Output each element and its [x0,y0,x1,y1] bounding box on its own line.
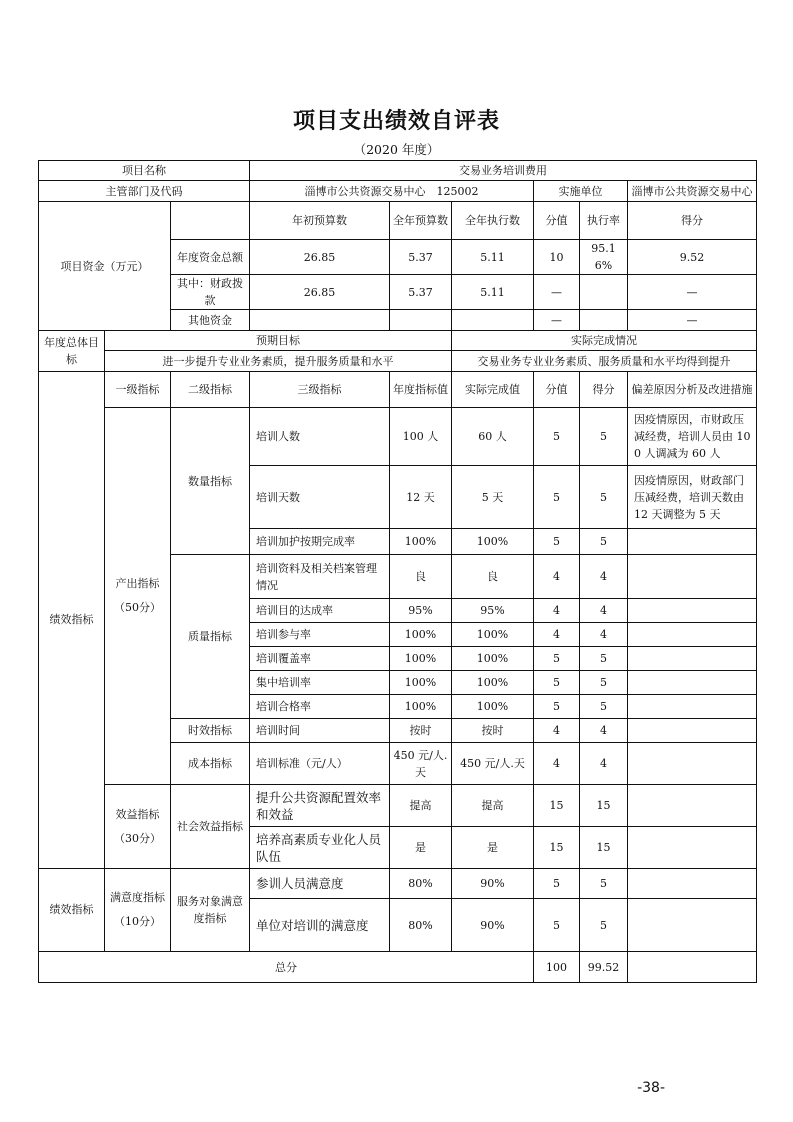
indicator-header: 二级指标 [171,372,250,408]
total-score: 99.52 [580,952,628,983]
indicator-actual: 95% [452,599,534,623]
funds-annual [390,310,452,331]
indicator-name: 单位对培训的满意度 [250,899,390,952]
unit-label: 实施单位 [534,181,628,202]
funds-header: 得分 [628,202,757,240]
indicator-value: 4 [534,719,580,743]
indicator-actual: 5 天 [452,466,534,529]
benefit-indicator-label: 效益指标（30分） [105,785,171,869]
quantity-indicator-label: 数量指标 [171,408,250,555]
goals-actual: 交易业务专业业务素质、服务质量和水平均得到提升 [452,351,757,372]
indicator-target: 100% [390,695,452,719]
goals-label: 年度总体目标 [39,331,105,372]
dept-value: 淄博市公共资源交易中心 125002 [250,181,534,202]
funds-initial [250,310,390,331]
indicator-actual: 100% [452,623,534,647]
funds-annual: 5.37 [390,240,452,275]
indicator-value: 4 [534,623,580,647]
dept-label: 主管部门及代码 [39,181,250,202]
indicator-note [628,785,757,827]
funds-row-name: 年度资金总额 [171,240,250,275]
indicator-value: 5 [534,869,580,899]
indicators-section-label: 绩效指标 [39,372,105,869]
indicator-note: 因疫情原因，财政部门压减经费，培训天数由 12 天调整为 5 天 [628,466,757,529]
indicator-actual: 60 人 [452,408,534,466]
indicator-name: 培训合格率 [250,695,390,719]
indicator-value: 15 [534,785,580,827]
funds-header: 执行率 [580,202,628,240]
indicator-name: 培养高素质专业化人员队伍 [250,827,390,869]
indicator-note [628,599,757,623]
indicator-score: 5 [580,466,628,529]
funds-label: 项目资金（万元） [39,202,171,331]
funds-initial: 26.85 [250,275,390,310]
indicator-target: 100 人 [390,408,452,466]
indicator-value: 5 [534,408,580,466]
goals-expected: 进一步提升专业业务素质，提升服务质量和水平 [105,351,452,372]
indicator-note [628,899,757,952]
total-label: 总分 [39,952,534,983]
indicator-name: 培训标准（元/人） [250,743,390,785]
indicator-value: 5 [534,466,580,529]
funds-header: 分值 [534,202,580,240]
indicator-actual: 良 [452,555,534,599]
indicator-score: 15 [580,785,628,827]
self-evaluation-table [38,160,757,983]
funds-score-value: — [534,310,580,331]
indicator-note [628,827,757,869]
indicator-name: 提升公共资源配置效率和效益 [250,785,390,827]
indicator-value: 4 [534,743,580,785]
funds-score-value: 10 [534,240,580,275]
indicator-header: 一级指标 [105,372,171,408]
indicator-note [628,623,757,647]
funds-executed: 5.11 [452,275,534,310]
indicators-section-label-2: 绩效指标 [39,869,105,952]
indicator-target: 95% [390,599,452,623]
indicator-actual: 100% [452,671,534,695]
goals-expected-header: 预期目标 [105,331,452,351]
goals-actual-header: 实际完成情况 [452,331,757,351]
social-benefit-indicator-label: 社会效益指标 [171,785,250,869]
indicator-note [628,743,757,785]
indicator-score: 5 [580,408,628,466]
indicator-header: 偏差原因分析及改进措施 [628,372,757,408]
indicator-note [628,869,757,899]
indicator-name: 集中培训率 [250,671,390,695]
indicator-score: 5 [580,899,628,952]
funds-header: 全年预算数 [390,202,452,240]
indicator-header: 三级指标 [250,372,390,408]
service-satisfaction-indicator-label: 服务对象满意度指标 [171,869,250,952]
indicator-value: 5 [534,529,580,555]
indicator-score: 4 [580,719,628,743]
funds-header: 年初预算数 [250,202,390,240]
funds-rate [580,275,628,310]
indicator-note [628,695,757,719]
funds-annual: 5.37 [390,275,452,310]
indicator-actual: 90% [452,899,534,952]
indicator-target: 80% [390,899,452,952]
indicator-actual: 提高 [452,785,534,827]
cost-indicator-label: 成本指标 [171,743,250,785]
unit-value: 淄博市公共资源交易中心 [628,181,757,202]
indicator-name: 培训时间 [250,719,390,743]
indicator-header: 得分 [580,372,628,408]
funds-header-blank [171,202,250,240]
project-name: 交易业务培训费用 [250,161,757,181]
indicator-note [628,555,757,599]
output-indicator-label: 产出指标（50分） [105,408,171,785]
indicator-score: 4 [580,599,628,623]
indicator-actual: 450 元/人.天 [452,743,534,785]
indicator-value: 5 [534,671,580,695]
funds-header: 全年执行数 [452,202,534,240]
indicator-name: 培训资料及相关档案管理情况 [250,555,390,599]
indicator-actual: 100% [452,695,534,719]
indicator-score: 5 [580,695,628,719]
funds-rate [580,310,628,331]
indicator-header: 年度指标值 [390,372,452,408]
indicator-score: 5 [580,869,628,899]
year-subtitle: （2020 年度） [353,142,440,157]
indicator-target: 450 元/人.天 [390,743,452,785]
funds-initial: 26.85 [250,240,390,275]
indicator-score: 4 [580,743,628,785]
indicator-name: 培训覆盖率 [250,647,390,671]
funds-row-name: 其他资金 [171,310,250,331]
indicator-target: 100% [390,671,452,695]
indicator-target: 100% [390,529,452,555]
indicator-actual: 按时 [452,719,534,743]
page-number: -38- [637,1080,665,1096]
funds-executed [452,310,534,331]
indicator-value: 5 [534,647,580,671]
funds-rate: 95.16% [580,240,628,275]
indicator-score: 15 [580,827,628,869]
project-name-label: 项目名称 [39,161,250,181]
indicator-name: 参训人员满意度 [250,869,390,899]
page-title: 项目支出绩效自评表 [292,109,500,134]
indicator-actual: 100% [452,529,534,555]
funds-row-name: 其中：财政拨款 [171,275,250,310]
indicator-target: 80% [390,869,452,899]
indicator-name: 培训加护按期完成率 [250,529,390,555]
indicator-note [628,647,757,671]
indicator-header: 分值 [534,372,580,408]
total-note [628,952,757,983]
indicator-target: 是 [390,827,452,869]
indicator-note [628,719,757,743]
indicator-note: 因疫情原因，市财政压减经费，培训人员由 100 人调减为 60 人 [628,408,757,466]
indicator-score: 5 [580,529,628,555]
indicator-name: 培训参与率 [250,623,390,647]
funds-score: — [628,275,757,310]
indicator-score: 5 [580,671,628,695]
indicator-actual: 是 [452,827,534,869]
indicator-target: 100% [390,623,452,647]
indicator-note [628,671,757,695]
indicator-target: 100% [390,647,452,671]
total-value: 100 [534,952,580,983]
indicator-actual: 100% [452,647,534,671]
indicator-name: 培训目的达成率 [250,599,390,623]
indicator-target: 良 [390,555,452,599]
indicator-target: 提高 [390,785,452,827]
indicator-value: 4 [534,599,580,623]
indicator-score: 5 [580,647,628,671]
satisfaction-indicator-label: 满意度指标（10分） [105,869,171,952]
indicator-target: 按时 [390,719,452,743]
indicator-name: 培训天数 [250,466,390,529]
funds-score: — [628,310,757,331]
funds-score: 9.52 [628,240,757,275]
indicator-score: 4 [580,555,628,599]
indicator-name: 培训人数 [250,408,390,466]
indicator-value: 5 [534,695,580,719]
funds-score-value: — [534,275,580,310]
indicator-actual: 90% [452,869,534,899]
indicator-target: 12 天 [390,466,452,529]
quality-indicator-label: 质量指标 [171,555,250,719]
indicator-value: 15 [534,827,580,869]
funds-executed: 5.11 [452,240,534,275]
indicator-value: 5 [534,899,580,952]
timeliness-indicator-label: 时效指标 [171,719,250,743]
indicator-note [628,529,757,555]
indicator-value: 4 [534,555,580,599]
indicator-score: 4 [580,623,628,647]
indicator-header: 实际完成值 [452,372,534,408]
